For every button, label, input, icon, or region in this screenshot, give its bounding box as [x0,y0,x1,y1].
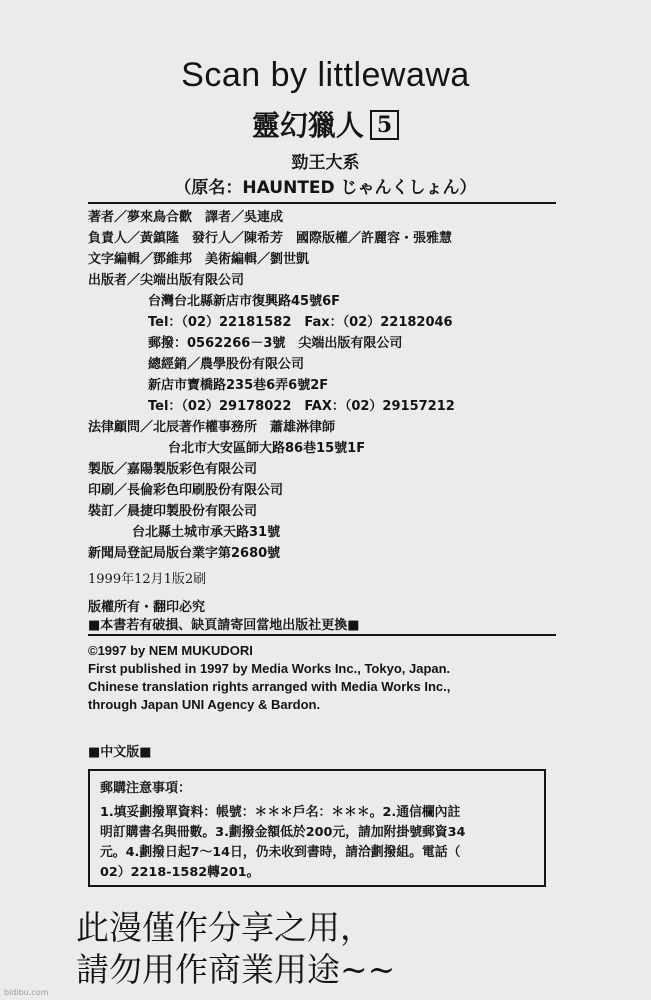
scan-credit: Scan by littlewawa [181,56,470,94]
credit-line: 總經銷／農學股份有限公司 [148,357,305,372]
credit-line: 裝訂／晨捷印製股份有限公司 [88,504,258,519]
volume-badge: 5 [370,110,399,140]
share-only-notice: 此漫僅作分享之用， [76,908,373,947]
credit-line: 出版者／尖端出版有限公司 [88,273,245,288]
credit-line: 著者／夢來鳥合歡 譯者／吳連成 [88,210,284,225]
edition-label: ■中文版■ [88,745,152,760]
no-commercial-notice: 請勿用作商業用途~~ [76,950,396,989]
divider-middle [88,634,556,636]
credit-line: 負責人／黃鎮隆 發行人／陳希芳 國際版權／許麗容・張雅慧 [88,231,453,246]
copyright-line: ©1997 by NEM MUKUDORI [88,643,253,658]
agency-line: through Japan UNI Agency & Bardon. [88,697,321,712]
notice-line: 02）2218-1582轉201。 [100,865,260,880]
credit-line: 郵撥：0562266－3號 尖端出版有限公司 [148,336,403,351]
credit-line: 文字編輯／鄧維邦 美術編輯／劉世凱 [88,252,310,267]
translation-rights-line: Chinese translation rights arranged with Media Works Inc., [88,679,451,694]
site-watermark: bidibu.com [4,988,49,997]
credit-line: 法律顧問／北辰著作權事務所 蕭雄淋律師 [88,420,336,435]
credit-line: 新聞局登記局版台業字第2680號 [88,546,281,561]
copyright-notice: 版權所有・翻印必究 [88,600,206,615]
credit-line: Tel：（02）22181582 Fax：（02）22182046 [148,315,453,330]
notice-line: 明訂購書名與冊數。3.劃撥金額低於200元，請加附掛號郵資34 [100,825,466,840]
credit-line: 台北市大安區師大路86巷15號1F [168,441,366,456]
publication-line: First published in 1997 by Media Works Inc., Tokyo, Japan. [88,661,451,676]
notice-line: 元。4.劃撥日起7～14日，仍未收到書時，請洽劃撥組。電話（ [100,845,461,860]
divider-top [88,202,556,204]
credit-line: 印刷／長倫彩色印刷股份有限公司 [88,483,284,498]
notice-title: 郵購注意事項： [100,781,192,796]
print-date: 1999年12月1版2刷 [88,572,207,587]
credit-line: 新店市寶橋路235巷6弄6號2F [148,378,329,393]
credit-line: 台北縣土城市承天路31號 [132,525,281,540]
credit-line: Tel：（02）29178022 FAX：（02）29157212 [148,399,455,414]
notice-line: 1.填妥劃撥單資料：帳號：＊＊＊戶名：＊＊＊。2.通信欄內註 [100,805,461,820]
author-line: 勁王大系 [291,153,360,173]
book-title: 靈幻獵人 [251,109,364,142]
book-title-row [0,104,651,144]
credit-line: 台灣台北縣新店市復興路45號6F [148,294,341,309]
mail-order-notice [88,769,546,887]
credit-line: 製版／嘉陽製版彩色有限公司 [88,462,258,477]
damage-notice: ■本書若有破損、缺頁請寄回當地出版社更換■ [88,618,360,633]
original-name: （原名：HAUNTED じゃんくしょん） [174,178,477,198]
